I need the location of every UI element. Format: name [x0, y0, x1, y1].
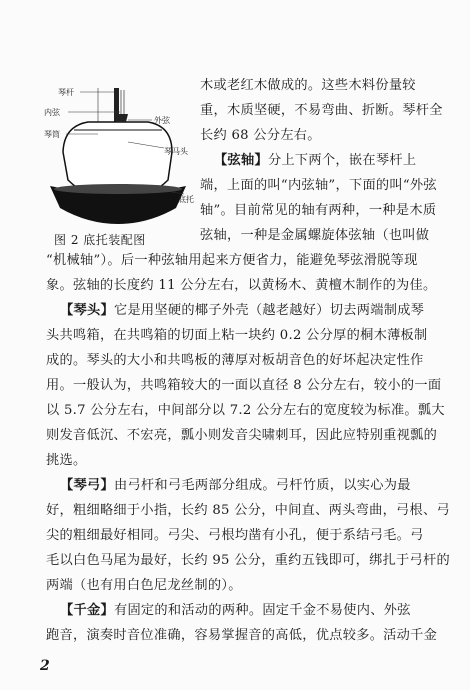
paragraph-line: 毛以白色马尾为最好，长约 95 公分，重约五钱即可，绑扎于弓杆的	[46, 553, 451, 568]
paragraph-line: 【弦轴】分上下两个，嵌在琴杆上	[214, 153, 417, 168]
section-heading-string-peg: 【弦轴】	[214, 153, 268, 168]
paragraph-line: 【琴弓】由弓杆和弓毛两部分组成。弓杆竹质，以实心为最	[60, 478, 411, 493]
paragraph-line: 【千金】有固定的和活动的两种。固定千金不易使内、外弦	[60, 603, 411, 618]
paragraph-line: 则发音低沉、不宏亮，瓢小则发音尖啸刺耳，因此应特别重视瓢的	[46, 428, 438, 443]
paragraph-line: 重，木质坚硬，不易弯曲、折断。琴杆全	[200, 103, 443, 118]
paragraph-line: 木或老红木做成的。这些木料份量较	[200, 78, 416, 93]
label-base-support: 底托	[178, 195, 194, 204]
paragraph-line: 两端（也有用白色尼龙丝制的）。	[46, 578, 242, 593]
paragraph-line: 轴”。目前常见的轴有两种，一种是木质	[200, 203, 437, 218]
bridge-shape	[114, 114, 128, 122]
paragraph-line: 好，粗细略细于小指，长约 85 公分，中间直、两头弯曲，弓根、弓	[46, 503, 451, 518]
paragraph-line: 弦轴，一种是金属螺旋体弦轴（也叫做	[200, 228, 430, 243]
section-heading-resonator: 【琴头】	[60, 303, 114, 318]
paragraph-line: 端，上面的叫“内弦轴”，下面的叫“外弦	[200, 178, 437, 193]
label-resonator: 琴筒	[44, 130, 60, 139]
paragraph-line: “机械轴”）。后一种弦轴用起来方便省力，能避免琴弦滑脱等现	[46, 253, 418, 268]
label-outer-string: 外弦	[154, 116, 170, 125]
label-neck: 琴杆	[58, 88, 74, 97]
paragraph-line: 尖的粗细最好相同。弓尖、弓根均凿有小孔，便于系结弓毛。弓	[46, 528, 424, 543]
paragraph-line: 以 5.7 公分左右，中间部分以 7.2 公分左右的宽度较为标准。瓢大	[46, 403, 445, 418]
base-assembly-figure	[38, 82, 198, 230]
paragraph-line: 象。弦轴的长度约 11 公分左右，以黄杨木、黄檀木制作的为佳。	[46, 278, 437, 293]
paragraph-line: 头共鸣箱，在共鸣箱的切面上粘一块约 0.2 公分厚的桐木薄板制	[46, 328, 428, 343]
label-bridge-head: 琴马头	[164, 147, 188, 156]
paragraph-line: 挑选。	[46, 453, 87, 468]
label-inner-string: 内弦	[44, 108, 60, 117]
page-number: 2	[40, 658, 50, 674]
paragraph-line: 【琴头】它是用坚硬的椰子外壳（越老越好）切去两端制成琴	[60, 303, 425, 318]
figure-caption: 图 2 底托装配图	[54, 233, 146, 247]
section-heading-bow: 【琴弓】	[60, 478, 114, 493]
paragraph-line: 长约 68 公分左右。	[200, 128, 321, 143]
paragraph-line: 用。一般认为，共鸣箱较大的一面以直径 8 公分左右，较小的一面	[46, 378, 442, 393]
section-heading-qianjin: 【千金】	[60, 603, 114, 618]
paragraph-line: 跑音，演奏时音位准确，容易掌握音的高低，优点较多。活动千金	[46, 628, 438, 643]
banhu-diagram	[38, 82, 198, 230]
paragraph-line: 成的。琴头的大小和共鸣板的薄厚对板胡音色的好坏起决定性作	[46, 353, 424, 368]
